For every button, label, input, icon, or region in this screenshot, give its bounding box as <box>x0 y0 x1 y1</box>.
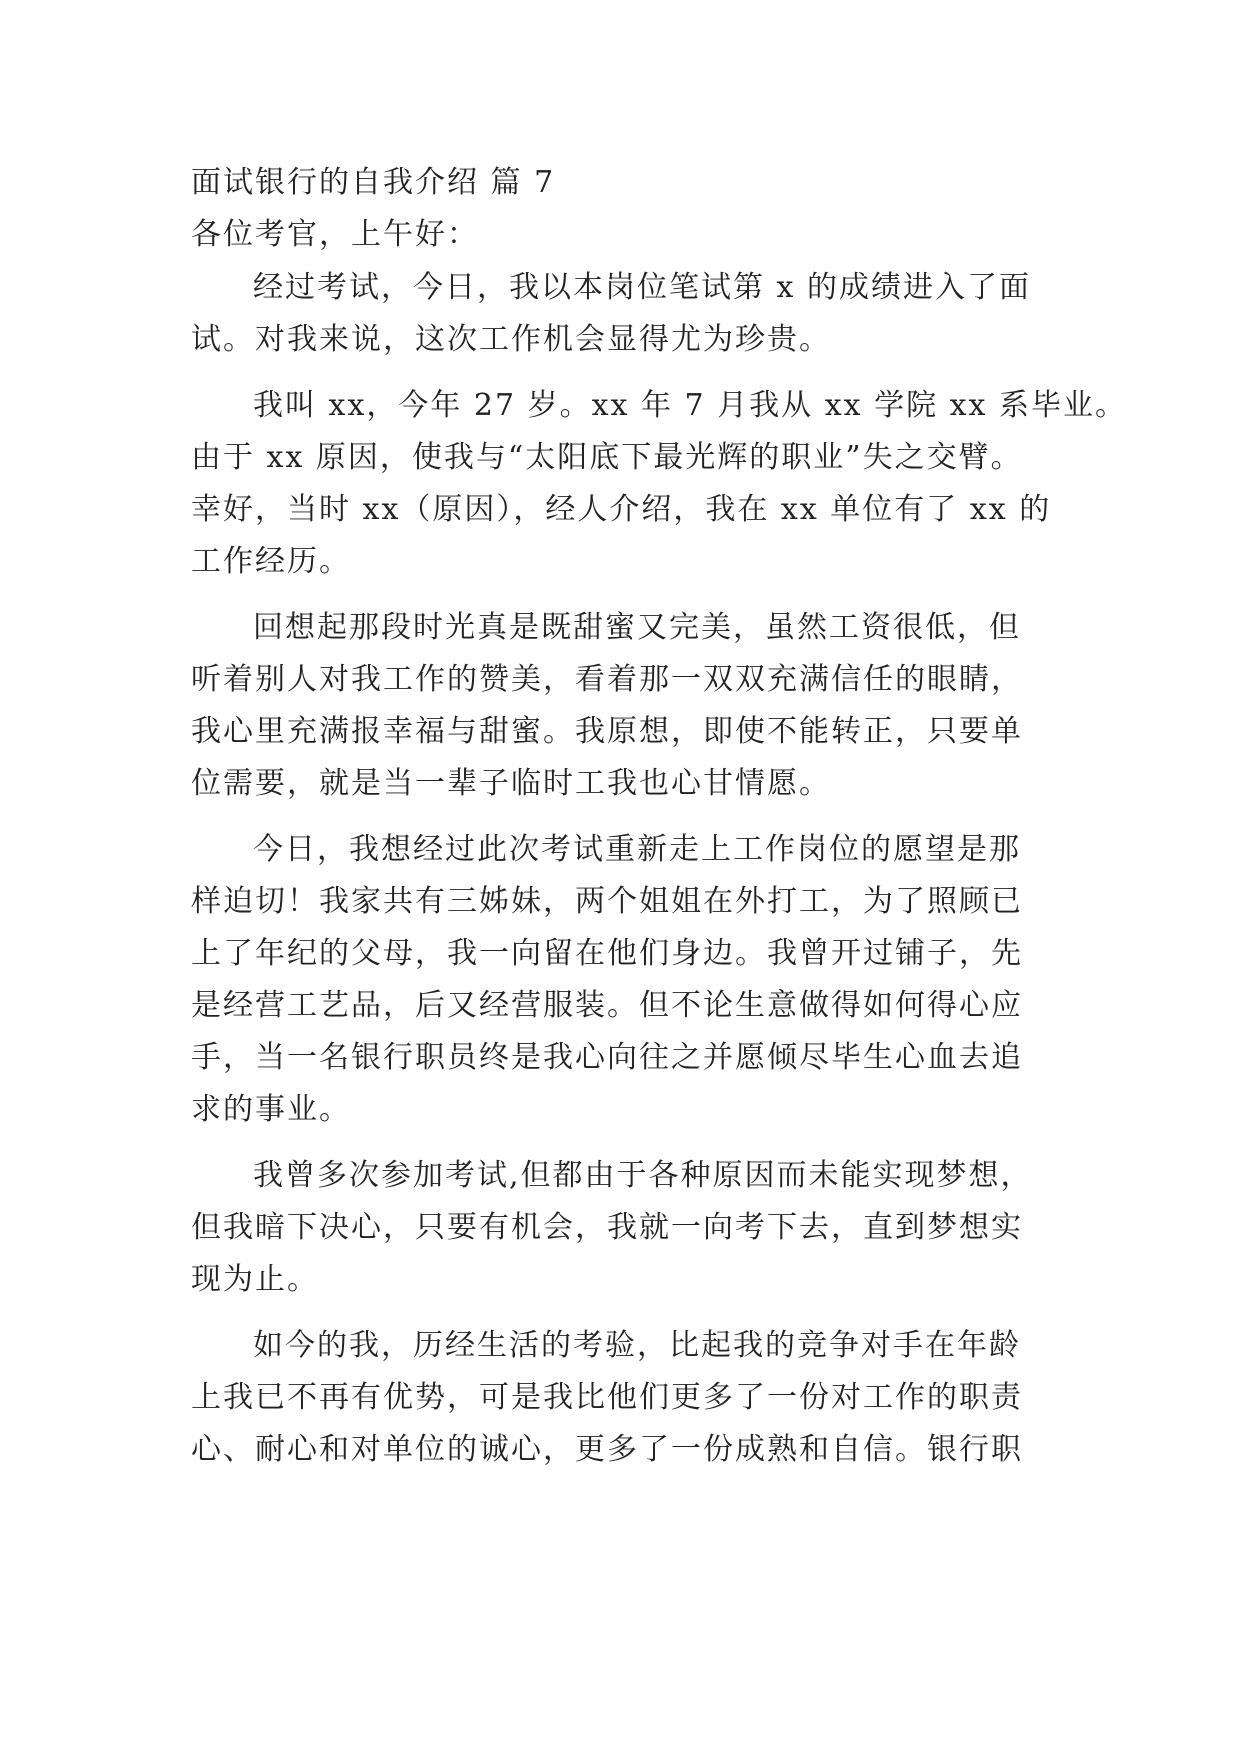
document-title: 面试银行的自我介绍 篇 7 <box>191 165 556 200</box>
paragraph-line: 今日，我想经过此次考试重新走上工作岗位的愿望是那 <box>253 832 1021 867</box>
paragraph-line: 工作经历。 <box>191 544 351 579</box>
paragraph-line: 听着别人对我工作的赞美，看着那一双双充满信任的眼睛， <box>191 662 1023 697</box>
paragraph-line: 心、耐心和对单位的诚心，更多了一份成熟和自信。银行职 <box>191 1432 1023 1467</box>
document-body <box>191 158 1127 1476</box>
paragraph-line: 幸好，当时 xx（原因），经人介绍，我在 xx 单位有了 xx 的 <box>191 492 1052 527</box>
paragraph <box>191 824 1049 1136</box>
paragraph <box>191 1320 1049 1476</box>
paragraph-line: 手，当一名银行职员终是我心向往之并愿倾尽毕生心血去追 <box>191 1040 1023 1075</box>
paragraph-line: 我曾多次参加考试,但都由于各种原因而未能实现梦想， <box>253 1158 1033 1193</box>
paragraph-line: 试。对我来说，这次工作机会显得尤为珍贵。 <box>191 322 831 357</box>
paragraph-line: 如今的我，历经生活的考验，比起我的竞争对手在年龄 <box>253 1328 1021 1363</box>
paragraph <box>191 262 1049 366</box>
greeting: 各位考官，上午好： <box>191 217 479 252</box>
paragraph <box>191 380 1127 588</box>
paragraph-line: 上了年纪的父母，我一向留在他们身边。我曾开过铺子，先 <box>191 936 1023 971</box>
paragraph-line: 经过考试，今日，我以本岗位笔试第 x 的成绩进入了面 <box>253 270 1031 305</box>
paragraph-line: 现为止。 <box>191 1262 319 1297</box>
paragraph-line: 我心里充满报幸福与甜蜜。我原想，即使不能转正，只要单 <box>191 714 1023 749</box>
paragraph <box>191 1150 1049 1306</box>
paragraph-line: 位需要，就是当一辈子临时工我也心甘情愿。 <box>191 766 831 801</box>
paragraph-line: 求的事业。 <box>191 1092 351 1127</box>
paragraph-line: 但我暗下决心，只要有机会，我就一向考下去，直到梦想实 <box>191 1210 1023 1245</box>
paragraph-line: 由于 xx 原因，使我与“太阳底下最光辉的职业”失之交臂。 <box>191 440 1023 475</box>
paragraph <box>191 602 1049 810</box>
paragraph-line: 上我已不再有优势，可是我比他们更多了一份对工作的职责 <box>191 1380 1023 1415</box>
paragraph-line: 样迫切！我家共有三姊妹，两个姐姐在外打工，为了照顾已 <box>191 884 1023 919</box>
paragraph-line: 是经营工艺品，后又经营服装。但不论生意做得如何得心应 <box>191 988 1023 1023</box>
paragraph-line: 我叫 xx，今年 27 岁。xx 年 7 月我从 xx 学院 xx 系毕业。 <box>253 388 1127 423</box>
paragraph-line: 回想起那段时光真是既甜蜜又完美，虽然工资很低，但 <box>253 610 1021 645</box>
